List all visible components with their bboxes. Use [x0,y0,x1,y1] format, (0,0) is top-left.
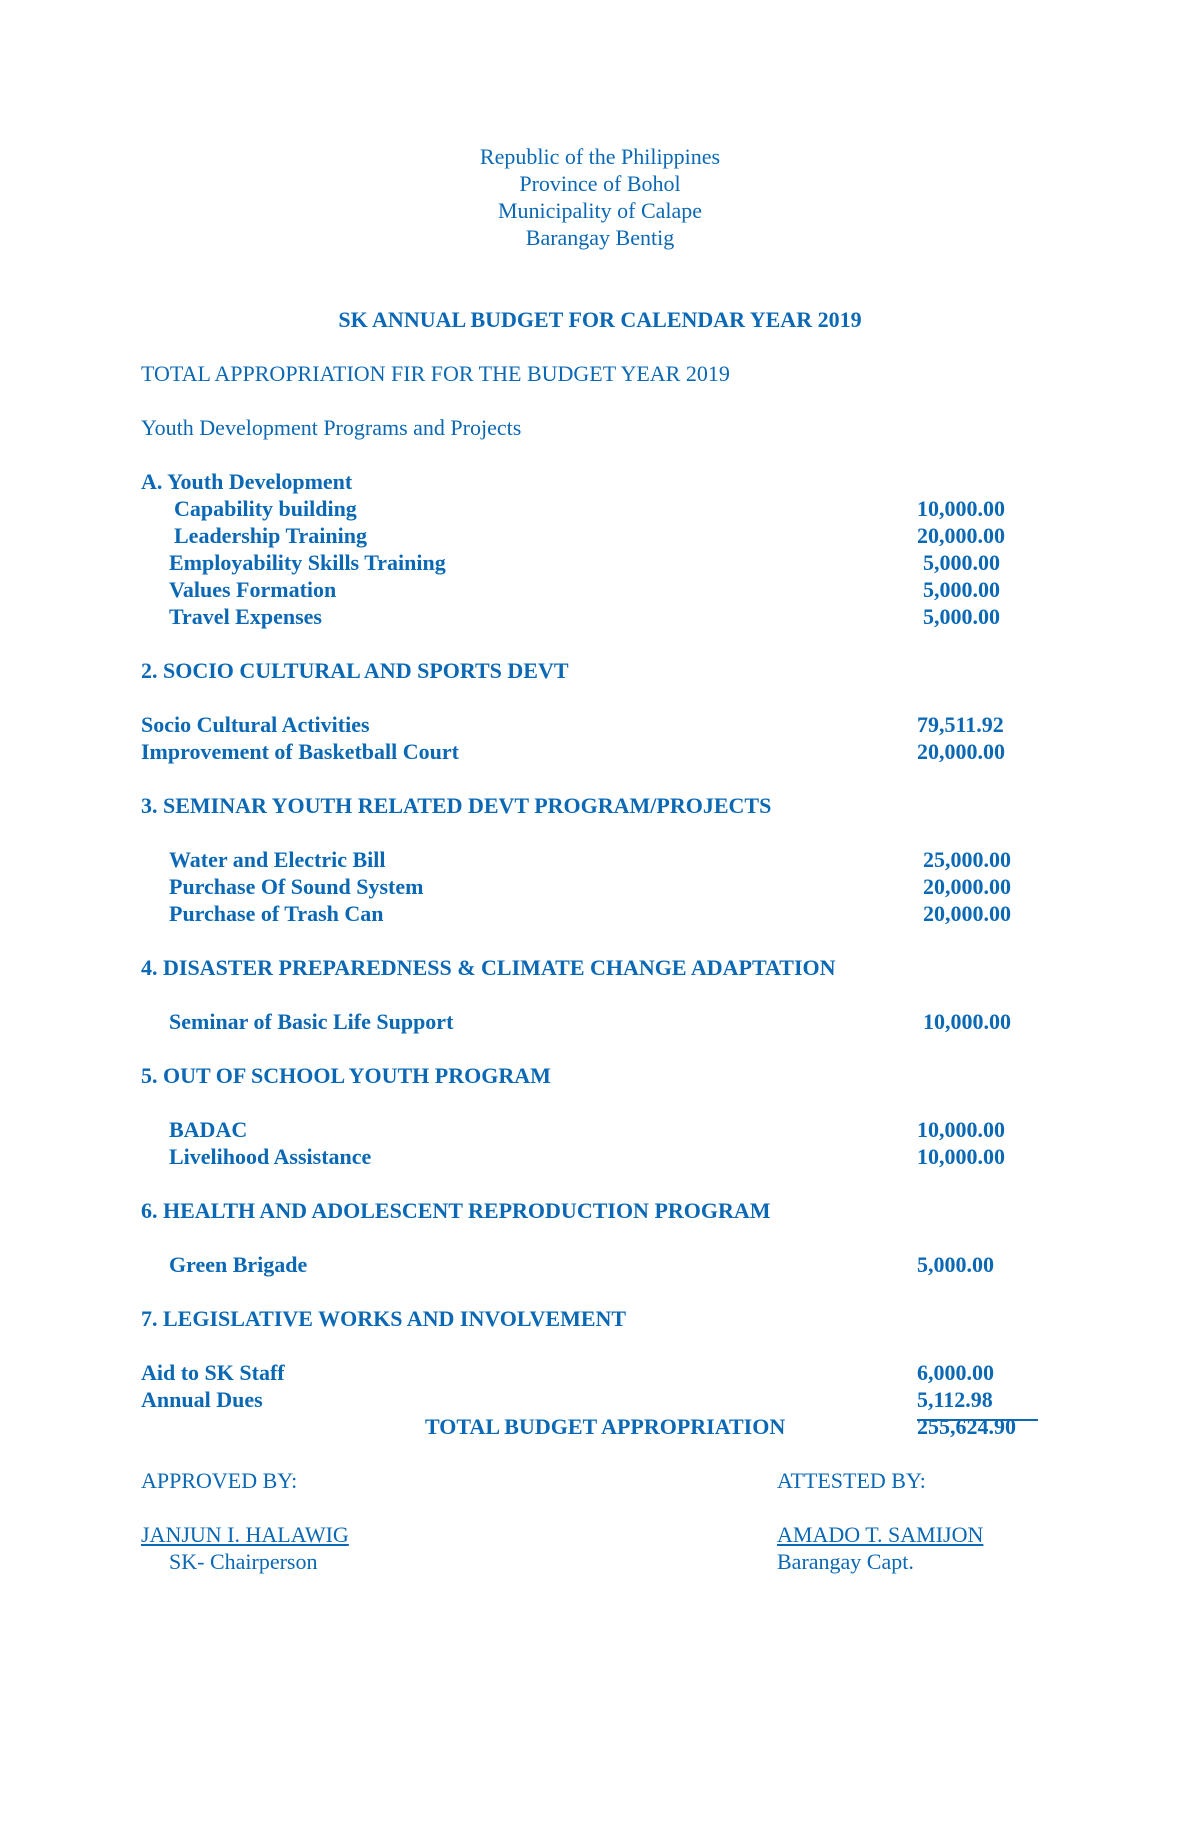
line-item-label: Annual Dues [141,1387,263,1412]
approved-by-label: APPROVED BY: [141,1468,298,1493]
line-item-label: Seminar of Basic Life Support [169,1009,454,1034]
line-item-amount: 10,000.00 [923,1009,1011,1034]
line-item-amount: 20,000.00 [923,901,1011,926]
line-item-amount: 20,000.00 [923,874,1011,899]
header-republic: Republic of the Philippines [479,144,721,169]
line-item-amount: 10,000.00 [917,1117,1005,1142]
section-heading: 4. DISASTER PREPAREDNESS & CLIMATE CHANGE ADAPTATION [141,955,836,980]
line-item-label: Water and Electric Bill [169,847,386,872]
section-heading: 3. SEMINAR YOUTH RELATED DEVT PROGRAM/PROJECTS [141,793,772,818]
line-item-amount: 79,511.92 [917,712,1004,737]
line-item-amount: 25,000.00 [923,847,1011,872]
line-item-label: Socio Cultural Activities [141,712,370,737]
line-item-label: Capability building [174,496,357,521]
document-title: SK ANNUAL BUDGET FOR CALENDAR YEAR 2019 [338,307,862,332]
section-heading: 7. LEGISLATIVE WORKS AND INVOLVEMENT [141,1306,627,1331]
header-province: Province of Bohol [519,171,681,196]
total-appropriation-heading: TOTAL APPROPRIATION FIR FOR THE BUDGET YEAR 2019 [141,361,730,386]
total-label: TOTAL BUDGET APPROPRIATION [425,1414,786,1439]
section-heading: A. Youth Development [141,469,353,494]
line-item-amount: 5,000.00 [917,1252,994,1277]
line-item-label: BADAC [169,1117,248,1142]
line-item-amount: 20,000.00 [917,523,1005,548]
section-heading: 2. SOCIO CULTURAL AND SPORTS DEVT [141,658,569,683]
line-item-label: Aid to SK Staff [141,1360,285,1385]
line-item-amount: 20,000.00 [917,739,1005,764]
line-item-label: Leadership Training [174,523,367,548]
line-item-amount: 5,112.98 [917,1387,993,1412]
line-item-amount: 6,000.00 [917,1360,994,1385]
line-item-label: Purchase of Trash Can [169,901,384,926]
line-item-label: Livelihood Assistance [169,1144,372,1169]
line-item-amount: 10,000.00 [917,1144,1005,1169]
line-item-amount: 10,000.00 [917,496,1005,521]
section-heading: 6. HEALTH AND ADOLESCENT REPRODUCTION PROGRAM [141,1198,771,1223]
youth-programs-heading: Youth Development Programs and Projects [141,415,522,440]
approved-signatory-name: JANJUN I. HALAWIG [141,1522,349,1547]
attested-signatory-title: Barangay Capt. [777,1549,914,1574]
line-item-amount: 5,000.00 [923,550,1000,575]
line-item-amount: 5,000.00 [923,577,1000,602]
header-barangay: Barangay Bentig [525,225,675,250]
line-item-label: Travel Expenses [169,604,322,629]
line-item-label: Values Formation [169,577,337,602]
approved-signatory-title: SK- Chairperson [169,1549,318,1574]
header-municipality: Municipality of Calape [497,198,703,223]
line-item-label: Green Brigade [169,1252,308,1277]
line-item-label: Employability Skills Training [169,550,446,575]
attested-by-label: ATTESTED BY: [777,1468,926,1493]
attested-signatory-name: AMADO T. SAMIJON [777,1522,984,1547]
line-item-label: Improvement of Basketball Court [141,739,459,764]
section-heading: 5. OUT OF SCHOOL YOUTH PROGRAM [141,1063,551,1088]
total-amount: 255,624.90 [917,1414,1016,1439]
line-item-amount: 5,000.00 [923,604,1000,629]
line-item-label: Purchase Of Sound System [169,874,424,899]
